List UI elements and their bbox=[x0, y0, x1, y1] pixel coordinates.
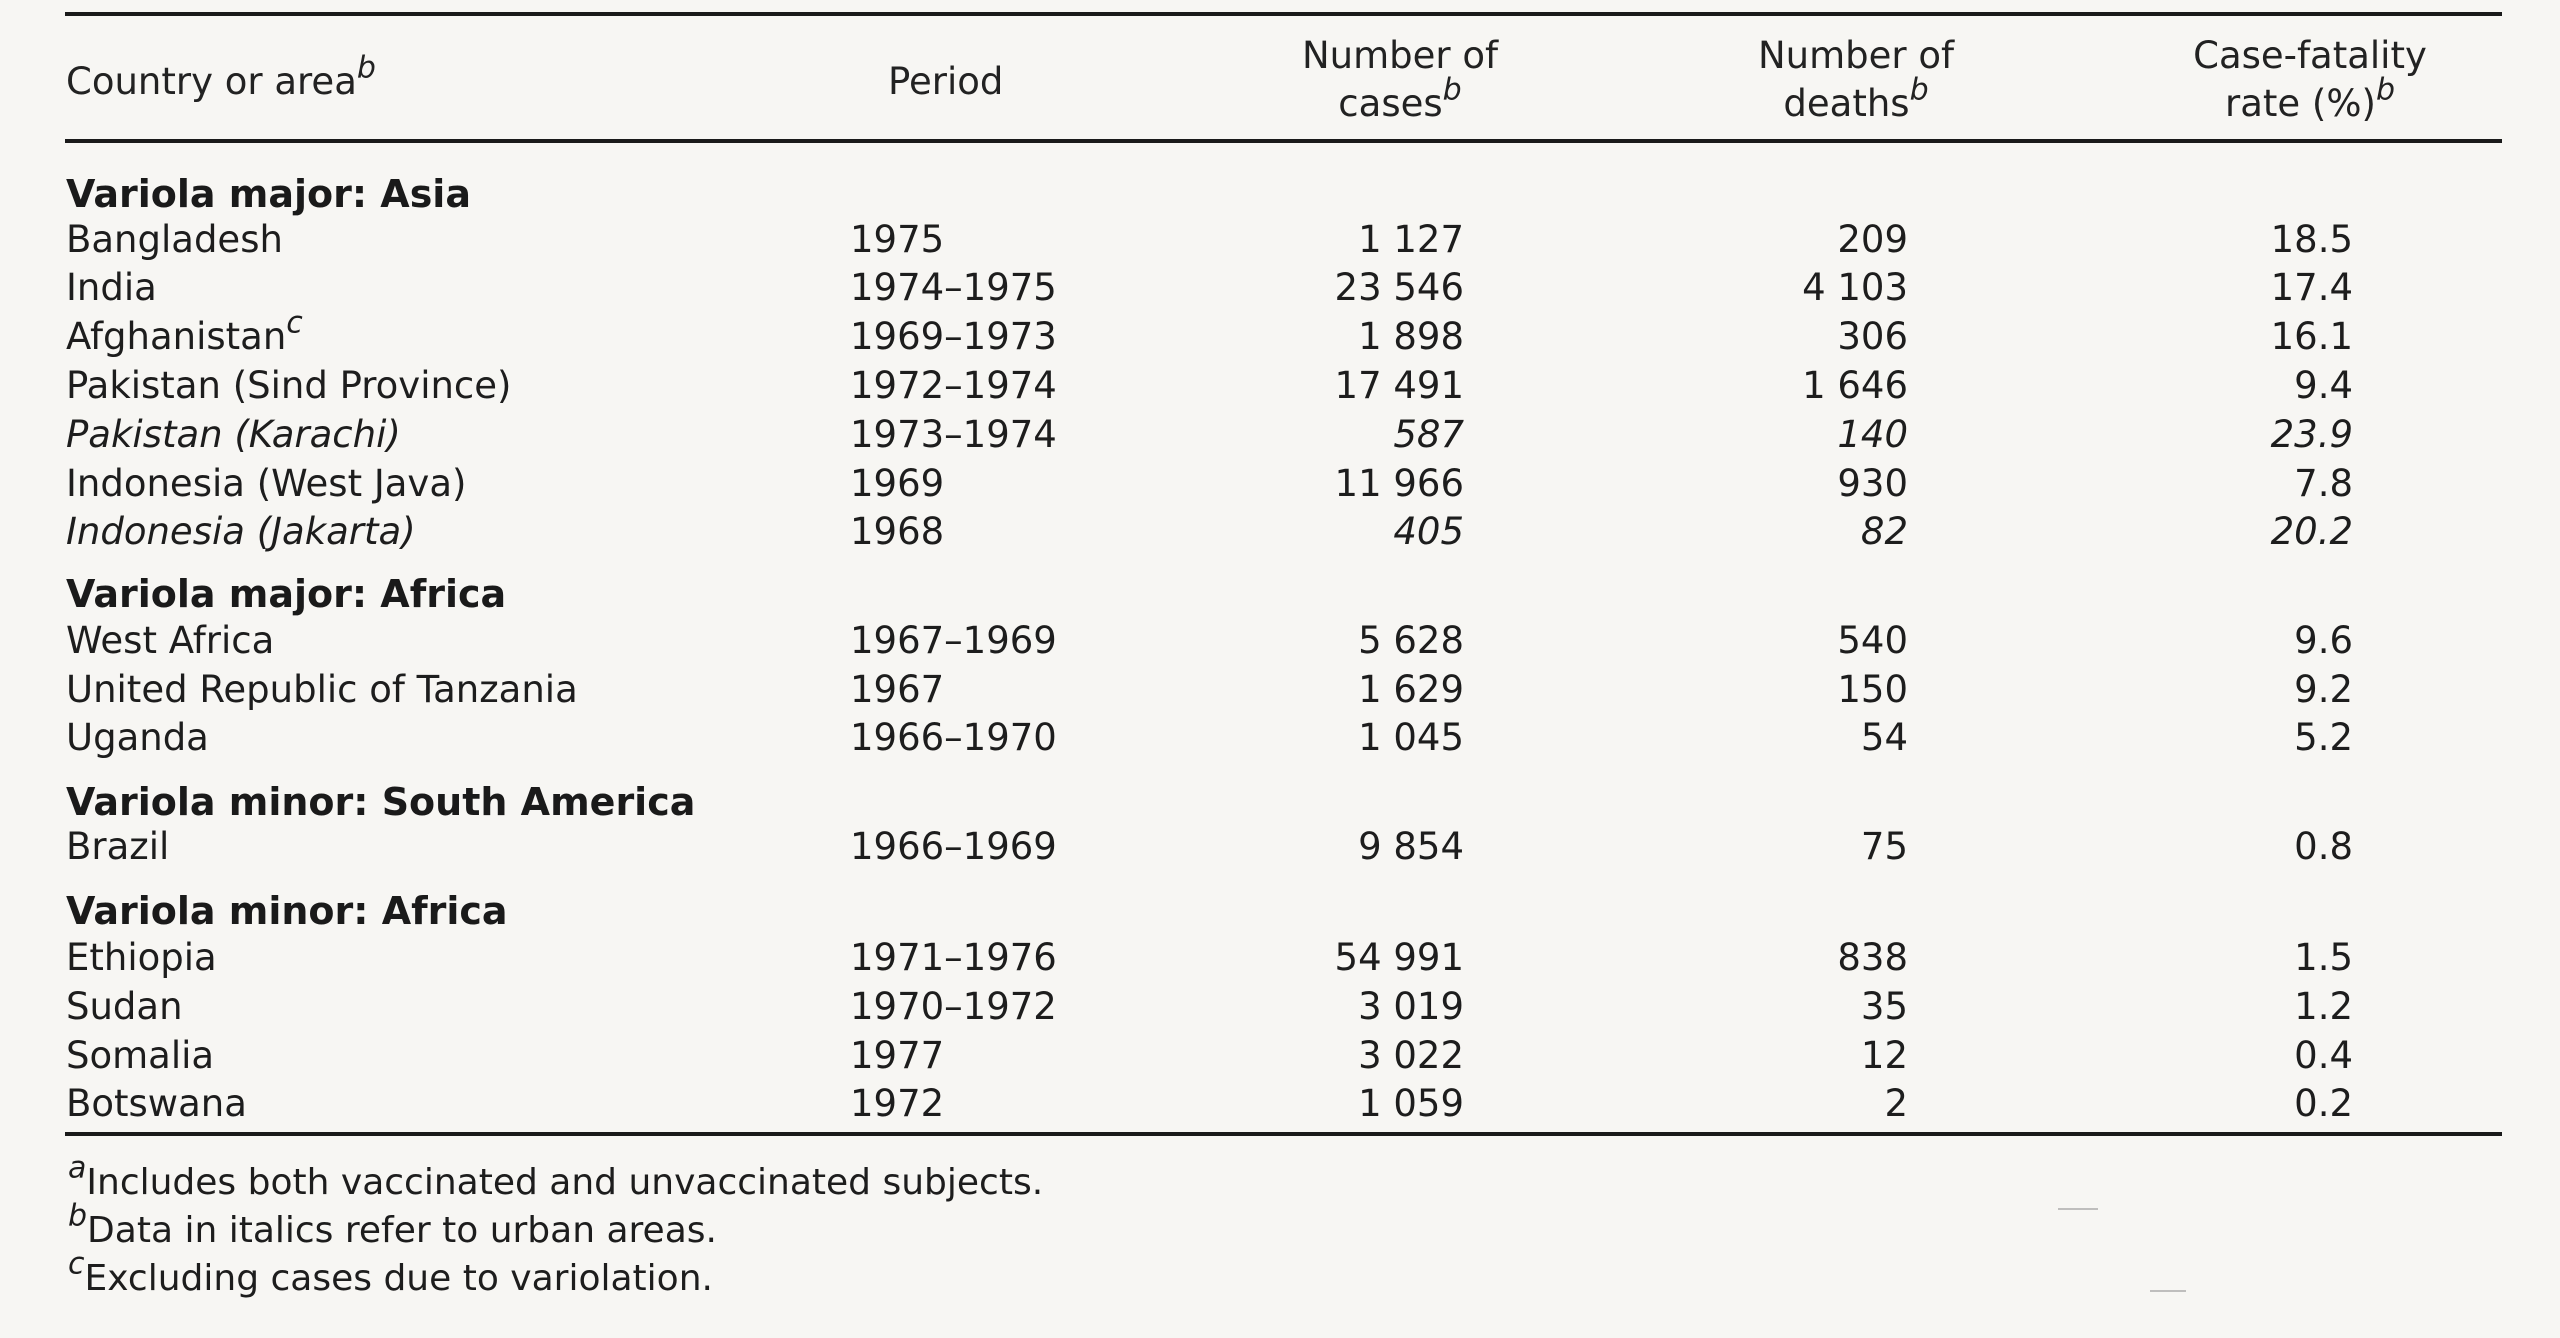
table-row bbox=[0, 714, 2560, 762]
case-fatality-rate-cell: 9.6 bbox=[2294, 619, 2353, 662]
case-fatality-rate-cell: 9.4 bbox=[2294, 364, 2353, 407]
table-row bbox=[0, 666, 2560, 714]
header-cases: Number of cases$^b$ bbox=[1301, 34, 1499, 125]
case-fatality-rate-cell: 23.9 bbox=[2270, 413, 2353, 456]
case-fatality-rate-cell: 0.4 bbox=[2294, 1034, 2353, 1077]
country-cell: Afghanistan$^c$ bbox=[66, 305, 303, 358]
cases-cell: 5 628 bbox=[1358, 619, 1464, 662]
country-cell: Botswana bbox=[66, 1082, 247, 1125]
country-cell: Pakistan (Karachi) bbox=[66, 413, 401, 456]
case-fatality-rate-cell: 7.8 bbox=[2294, 462, 2353, 505]
country-cell: Bangladesh bbox=[66, 218, 283, 261]
period-cell: 1971–1976 bbox=[850, 936, 1057, 979]
header-rule bbox=[65, 139, 2502, 143]
header-period: Period bbox=[888, 60, 1004, 103]
header-case-fatality-rate: Case-fatality rate (%)$^b$ bbox=[2193, 34, 2427, 125]
section-heading: Variola minor: South America bbox=[66, 780, 696, 824]
deaths-cell: 1 646 bbox=[1802, 364, 1908, 407]
table-row bbox=[0, 305, 2560, 361]
country-cell: Pakistan (Sind Province) bbox=[66, 364, 512, 407]
case-fatality-rate-cell: 9.2 bbox=[2294, 668, 2353, 711]
period-cell: 1970–1972 bbox=[850, 985, 1057, 1028]
section-heading: Variola minor: Africa bbox=[66, 889, 508, 933]
cases-cell: 587 bbox=[1393, 413, 1464, 456]
period-cell: 1967–1969 bbox=[850, 619, 1057, 662]
table-row bbox=[0, 216, 2560, 264]
case-fatality-rate-cell: 20.2 bbox=[2270, 510, 2353, 553]
case-fatality-rate-cell: 18.5 bbox=[2270, 218, 2353, 261]
table-row bbox=[0, 934, 2560, 982]
country-cell: Uganda bbox=[66, 716, 209, 759]
deaths-cell: 838 bbox=[1837, 936, 1908, 979]
deaths-cell: 930 bbox=[1837, 462, 1908, 505]
period-cell: 1975 bbox=[850, 218, 945, 261]
section-heading: Variola major: Asia bbox=[66, 172, 471, 216]
deaths-cell: 75 bbox=[1860, 825, 1908, 868]
deaths-cell: 54 bbox=[1860, 716, 1908, 759]
table-row bbox=[0, 983, 2560, 1031]
cases-cell: 1 127 bbox=[1358, 218, 1464, 261]
section-heading: Variola major: Africa bbox=[66, 572, 507, 616]
country-cell: United Republic of Tanzania bbox=[66, 668, 578, 711]
top-rule bbox=[65, 12, 2502, 16]
header-deaths: Number of deaths$^b$ bbox=[1757, 34, 1955, 125]
case-fatality-rate-cell: 1.5 bbox=[2294, 936, 2353, 979]
country-cell: Indonesia (Jakarta) bbox=[66, 510, 416, 553]
period-cell: 1966–1969 bbox=[850, 825, 1057, 868]
period-cell: 1974–1975 bbox=[850, 266, 1057, 309]
deaths-cell: 150 bbox=[1837, 668, 1908, 711]
cases-cell: 54 991 bbox=[1334, 936, 1464, 979]
table-row bbox=[0, 411, 2560, 459]
deaths-cell: 35 bbox=[1860, 985, 1908, 1028]
period-cell: 1977 bbox=[850, 1034, 945, 1077]
country-cell: Somalia bbox=[66, 1034, 215, 1077]
footnote-marker: c bbox=[286, 305, 303, 341]
period-cell: 1966–1970 bbox=[850, 716, 1057, 759]
period-cell: 1973–1974 bbox=[850, 413, 1057, 456]
period-cell: 1972–1974 bbox=[850, 364, 1057, 407]
period-cell: 1968 bbox=[850, 510, 945, 553]
cases-cell: 9 854 bbox=[1358, 825, 1464, 868]
period-cell: 1969 bbox=[850, 462, 945, 505]
cases-cell: 1 059 bbox=[1358, 1082, 1464, 1125]
footnote-c: $^c$Excluding cases due to variolation. bbox=[68, 1246, 713, 1299]
cases-cell: 3 019 bbox=[1358, 985, 1464, 1028]
country-cell: Brazil bbox=[66, 825, 170, 868]
case-fatality-rate-cell: 16.1 bbox=[2270, 315, 2353, 358]
deaths-cell: 306 bbox=[1837, 315, 1908, 358]
period-cell: 1969–1973 bbox=[850, 315, 1057, 358]
table-row bbox=[0, 508, 2560, 556]
country-cell: Indonesia (West Java) bbox=[66, 462, 467, 505]
country-cell: West Africa bbox=[66, 619, 275, 662]
cases-cell: 1 629 bbox=[1358, 668, 1464, 711]
country-cell: Sudan bbox=[66, 985, 183, 1028]
footnote-b: $^b$Data in italics refer to urban areas. bbox=[68, 1198, 717, 1251]
country-cell: Ethiopia bbox=[66, 936, 217, 979]
deaths-cell: 540 bbox=[1837, 619, 1908, 662]
case-fatality-rate-cell: 17.4 bbox=[2270, 266, 2353, 309]
paper-speck bbox=[2058, 1208, 2098, 1210]
deaths-cell: 2 bbox=[1884, 1082, 1908, 1125]
bottom-rule bbox=[65, 1132, 2502, 1136]
paper-speck bbox=[2150, 1290, 2186, 1292]
deaths-cell: 82 bbox=[1860, 510, 1908, 553]
country-cell: India bbox=[66, 266, 157, 309]
footnote-a: $^a$Includes both vaccinated and unvaccinated subjects. bbox=[68, 1150, 1044, 1203]
table-row bbox=[0, 617, 2560, 665]
table-row bbox=[0, 823, 2560, 871]
deaths-cell: 209 bbox=[1837, 218, 1908, 261]
table-row bbox=[0, 264, 2560, 312]
deaths-cell: 4 103 bbox=[1802, 266, 1908, 309]
deaths-cell: 140 bbox=[1837, 413, 1908, 456]
cases-cell: 17 491 bbox=[1334, 364, 1464, 407]
case-fatality-rate-cell: 0.2 bbox=[2294, 1082, 2353, 1125]
cases-cell: 3 022 bbox=[1358, 1034, 1464, 1077]
cases-cell: 1 898 bbox=[1358, 315, 1464, 358]
case-fatality-rate-cell: 0.8 bbox=[2294, 825, 2353, 868]
period-cell: 1967 bbox=[850, 668, 945, 711]
cases-cell: 405 bbox=[1393, 510, 1464, 553]
header-country: Country or area$^b$ bbox=[66, 50, 376, 103]
cases-cell: 23 546 bbox=[1334, 266, 1464, 309]
deaths-cell: 12 bbox=[1860, 1034, 1908, 1077]
table-row bbox=[0, 362, 2560, 410]
table-row bbox=[0, 1080, 2560, 1128]
cases-cell: 11 966 bbox=[1334, 462, 1464, 505]
table-row bbox=[0, 460, 2560, 508]
period-cell: 1972 bbox=[850, 1082, 945, 1125]
table-row bbox=[0, 1032, 2560, 1080]
cases-cell: 1 045 bbox=[1358, 716, 1464, 759]
case-fatality-rate-cell: 5.2 bbox=[2294, 716, 2353, 759]
case-fatality-rate-cell: 1.2 bbox=[2294, 985, 2353, 1028]
